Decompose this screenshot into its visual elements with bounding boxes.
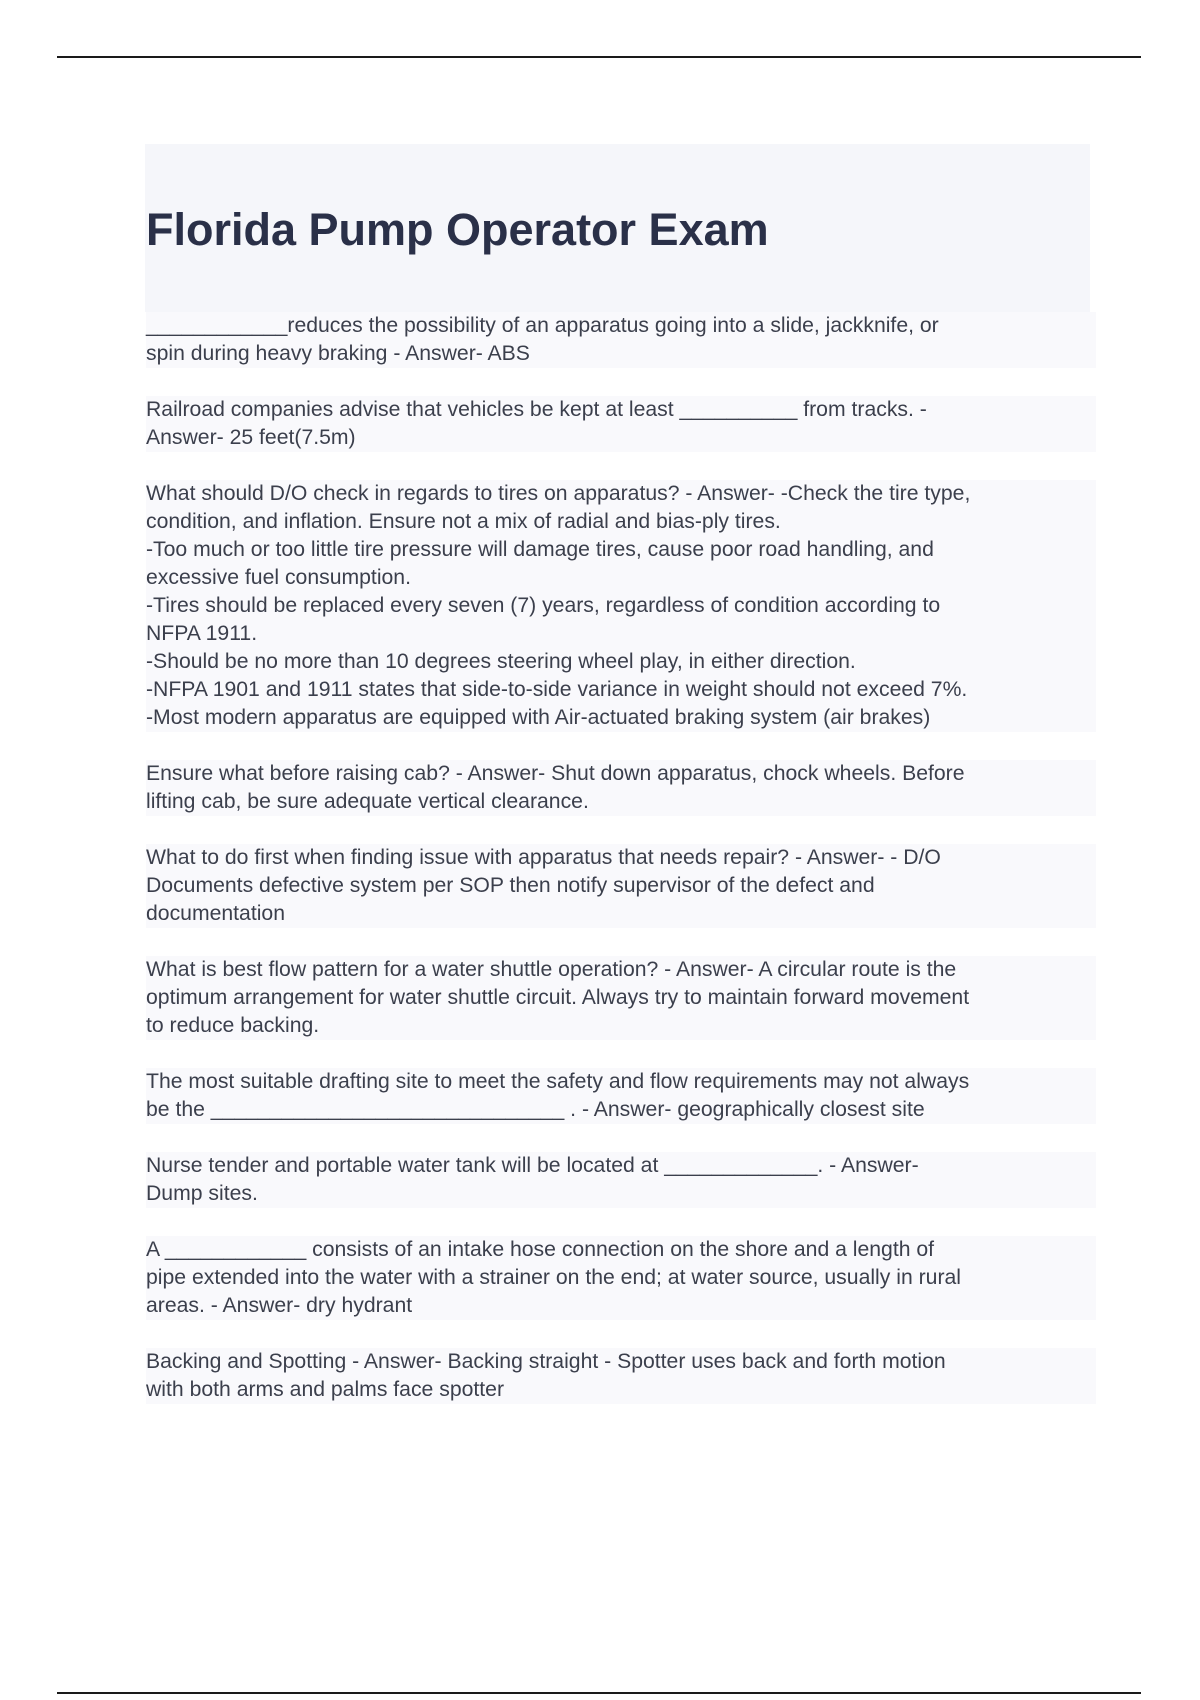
qa-item bbox=[146, 396, 1096, 452]
qa-text-line: What to do first when finding issue with apparatus that needs repair? - Answer- - D/O bbox=[146, 846, 941, 869]
qa-text-line: NFPA 1911. bbox=[146, 622, 258, 645]
qa-text-line: Documents defective system per SOP then notify supervisor of the defect and bbox=[146, 874, 875, 897]
qa-item bbox=[146, 1152, 1096, 1208]
qa-text-line: Ensure what before raising cab? - Answer- Shut down apparatus, chock wheels. Before bbox=[146, 762, 965, 785]
qa-text-line: areas. - Answer- dry hydrant bbox=[146, 1294, 413, 1317]
qa-item bbox=[146, 760, 1096, 816]
qa-item bbox=[146, 1348, 1096, 1404]
qa-text-line: lifting cab, be sure adequate vertical clearance. bbox=[146, 790, 589, 813]
qa-text-line: -Most modern apparatus are equipped with Air-actuated braking system (air brakes) bbox=[146, 706, 931, 729]
qa-text-line: What should D/O check in regards to tires on apparatus? - Answer- -Check the tire type, bbox=[146, 482, 971, 505]
qa-text-line: A ____________ consists of an intake hose connection on the shore and a length of bbox=[146, 1238, 935, 1261]
header-rule bbox=[57, 56, 1141, 58]
qa-text-line: ____________reduces the possibility of an apparatus going into a slide, jackknife, or bbox=[146, 314, 939, 337]
qa-item bbox=[146, 312, 1096, 368]
qa-text-line: excessive fuel consumption. bbox=[146, 566, 411, 589]
qa-text-line: documentation bbox=[146, 902, 285, 925]
page-title: Florida Pump Operator Exam bbox=[146, 204, 769, 255]
qa-text-line: -NFPA 1901 and 1911 states that side-to-side variance in weight should not exceed 7%. bbox=[146, 678, 968, 701]
qa-text-line: -Tires should be replaced every seven (7) years, regardless of condition according to bbox=[146, 594, 941, 617]
qa-text-line: Backing and Spotting - Answer- Backing straight - Spotter uses back and forth motion bbox=[146, 1350, 946, 1373]
qa-text-line: Answer- 25 feet(7.5m) bbox=[146, 426, 356, 449]
qa-text-line: What is best flow pattern for a water shuttle operation? - Answer- A circular route is the bbox=[146, 958, 957, 981]
qa-text-line: Dump sites. bbox=[146, 1182, 258, 1205]
qa-text-line: The most suitable drafting site to meet the safety and flow requirements may not always bbox=[146, 1070, 970, 1093]
qa-text-line: pipe extended into the water with a strainer on the end; at water source, usually in rural bbox=[146, 1266, 962, 1289]
qa-item bbox=[146, 956, 1096, 1040]
qa-text-line: Railroad companies advise that vehicles be kept at least __________ from tracks. - bbox=[146, 398, 927, 421]
qa-text-line: -Should be no more than 10 degrees steering wheel play, in either direction. bbox=[146, 650, 856, 673]
qa-text-line: with both arms and palms face spotter bbox=[146, 1378, 505, 1401]
qa-item bbox=[146, 480, 1096, 732]
qa-text-line: be the ______________________________ . - Answer- geographically closest site bbox=[146, 1098, 925, 1121]
qa-text-line: condition, and inflation. Ensure not a mix of radial and bias-ply tires. bbox=[146, 510, 781, 533]
footer-rule bbox=[57, 1692, 1141, 1694]
qa-item bbox=[146, 844, 1096, 928]
qa-text-line: -Too much or too little tire pressure will damage tires, cause poor road handling, and bbox=[146, 538, 934, 561]
qa-list bbox=[146, 312, 1096, 1432]
qa-text-line: spin during heavy braking - Answer- ABS bbox=[146, 342, 530, 365]
qa-item bbox=[146, 1236, 1096, 1320]
qa-text-line: to reduce backing. bbox=[146, 1014, 320, 1037]
qa-text-line: Nurse tender and portable water tank will be located at _____________. - Answer- bbox=[146, 1154, 919, 1177]
qa-item bbox=[146, 1068, 1096, 1124]
qa-text-line: optimum arrangement for water shuttle circuit. Always try to maintain forward movement bbox=[146, 986, 970, 1009]
